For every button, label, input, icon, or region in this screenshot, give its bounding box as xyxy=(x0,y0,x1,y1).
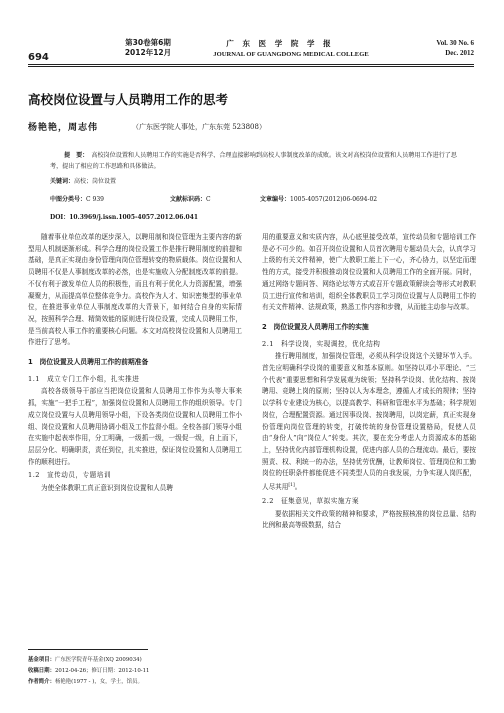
abstract xyxy=(50,150,460,172)
doc-code-label: 文献标识码： xyxy=(170,196,207,203)
doi-label: DOI： xyxy=(50,214,70,221)
article-no: 1005-4057(2012)06-0694-02 xyxy=(290,196,378,203)
header-rule xyxy=(28,64,474,65)
issue-info-cn xyxy=(104,38,192,58)
clc-label: 中图分类号： xyxy=(50,196,87,203)
received-label: 收稿日期： xyxy=(28,668,55,674)
volume-cn: 第30卷第6期 xyxy=(125,38,171,47)
fund-line xyxy=(28,655,242,666)
subsection-2-2-text: 要依据相关文件政策的精神和要求，严格按照核准的岗位总量、结构比例和最高等级数据，结合 xyxy=(262,509,476,530)
journal-name-cn: 广 东 医 学 院 学 报 xyxy=(226,39,334,48)
fund-value: 广东医学院青年基金(XQ 2009034) xyxy=(54,657,142,663)
author-bio-line xyxy=(28,677,242,688)
date-en: Dec. 2012 xyxy=(445,49,474,57)
article-authors: 杨艳艳，周志伟 xyxy=(28,123,99,133)
author-affiliation: （广东医学院人事处，广东东莞 523808） xyxy=(132,123,266,131)
abstract-label: 提 要： xyxy=(64,152,89,159)
keywords: 高校；岗位设置 xyxy=(74,178,117,185)
sentence-end: 。 xyxy=(294,483,302,492)
classification-line xyxy=(50,194,470,203)
received-value: 2012-04-26；修订日期：2012-10-11 xyxy=(54,668,150,674)
volume-en: Vol. 30 No. 6 xyxy=(436,39,474,47)
footnote-rule xyxy=(28,649,148,650)
doi-value: 10.3969/j.issn.1005-4057.2012.06.041 xyxy=(69,214,199,221)
date-cn: 2012年12月 xyxy=(124,48,172,57)
citation-ref: [1] xyxy=(288,483,295,489)
issue-info-en xyxy=(436,38,474,58)
fund-label: 基金项目： xyxy=(28,657,55,663)
keywords-line xyxy=(50,176,470,185)
article-no-label: 文章编号： xyxy=(260,196,291,203)
header-rule-thin xyxy=(28,66,474,67)
subsection-1-1-text: 高校各级领导干部应当把岗位设置和人员聘用工作作为头等大事来抓，实施“一把手工程”，加强岗位设置和人员聘用工作的组织领导。专门成立岗位设置与人员聘用领导小组，下设各类岗位设置和人员聘用工作小组、岗位设置和人员聘用协调小组及工作监督小组。全校各部门领导小组在实施中起表率作用，分工明确，一级抓一级，一级促一级，自上而下，层层分化、明确职责，责任到位，扎实推进，保证岗位设置和人员聘用工作的顺利进行。 xyxy=(28,387,242,466)
author-bio: 杨艳艳(1977 - )，女，学士，馆员。 xyxy=(54,679,143,685)
section-1-heading: 1 岗位设置及人员聘用工作的前期准备 xyxy=(28,358,149,367)
journal-header xyxy=(0,0,504,68)
author-bio-label: 作者简介： xyxy=(28,679,55,685)
subsection-2-1-text: 推行聘用制度，加强岗位管理，必须从科学设岗这个关键环节入手。首先应明确科学设岗的重要意义和基本原则。如坚持以邓小平理论、“三个代表”重要思想和科学发展观为统领；坚持科学设岗、优化结构、按岗聘用、竞聘上岗的原则；坚持以人为本理念，遵循人才成长的规律；坚持以学科专业建设为核心，以提高教学、科研和管理水平为基础；科学规划岗位，合理配置资源。通过因事设岗、按岗聘用，以岗定薪，真正实现身份管理向岗位管理的转变，打破传统的身份管理设置格局，促使人员由“身份人”向“岗位人”转变。其次，要在充分考虑人力资源成本的基础上，坚持优化内部管理机构设置，促进内部人员的合理流动。最后，要按照责、权、利统一的办法，坚持优劳优酬，让教师岗位、管理岗位和工勤岗位的任职条件都能促进不同类型人员的自我发展，力争实现人岗匹配，人尽其用 xyxy=(262,352,476,492)
article-title: 高校岗位设置与人员聘用工作的思考 xyxy=(28,92,229,107)
subsection-2-1-paragraph xyxy=(262,351,476,494)
left-column xyxy=(28,232,242,495)
keywords-label: 关键词： xyxy=(50,178,75,185)
footnote xyxy=(28,655,242,688)
section-2-heading: 2 岗位设置及人员聘用工作的实施 xyxy=(262,322,369,331)
clc-code: C 939 xyxy=(86,196,104,203)
page-number: 694 xyxy=(28,52,49,63)
subsection-1-2-text: 为使全体教职工真正意识到岗位设置和人员聘 xyxy=(41,484,173,493)
subsection-1-2-heading: 1.2 宣传动员，专题培训 xyxy=(28,471,111,480)
received-line xyxy=(28,666,242,677)
subsection-2-1-heading: 2.1 科学设岗，实现调控，优化结构 xyxy=(262,339,381,348)
continued-paragraph: 用的重要意义和实质内容，从心底里接受改革，宣传动员和专题培训工作是必不可少的。如召开岗位设置和人员首次聘用专题动员大会，认真学习上级的有关文件精神，使广大教职工能上下一心，齐心协力，以坚定而理性的方式，接受并积极推动岗位设置和人员聘用工作的全面开展。同时，通过网络专题问答、网络论坛等方式或召开专题政策解读会等形式对教职员工进行宣传和培训，组织全体教职员工学习岗位设置与人员聘用工作的有关文件精神、法规政策，熟悉工作内容和步骤，从而能主动参与改革。 xyxy=(262,233,476,312)
intro-paragraph: 随着事业单位改革的逐步深入，以聘用制和岗位管理为主要内容的新型用人机制逐渐形成。科学合理的岗位设置工作是推行聘用制度的前提和基础，是真正实现由身份管理向岗位管理转变的物质载体。岗位设置和人员聘用不仅是人事制度改革的必然，也是实施收入分配制度改革的前提。不仅有利于激发单位人员的积极性，而且有利于优化人力资源配置，增强凝聚力，从而提高单位整体竞争力。高校作为人才、知识密集型的事业单位，在推进事业单位人事制度改革的大背景下，如何结合自身的实际情况，按照科学合理、精简效能的原则进行岗位设置，完成人员聘用工作，是当前高校人事工作的重要核心问题。本文对高校岗位设置和人员聘用工作进行了思考。 xyxy=(28,233,242,347)
subsection-2-2-heading: 2.2 征集意见，草拟实施方案 xyxy=(262,496,360,505)
journal-name-en: JOURNAL OF GUANGDONG MEDICAL COLLEGE xyxy=(213,51,369,58)
doi-line xyxy=(50,212,198,221)
subsection-1-1-heading: 1.1 成立专门工作小组，扎实推进 xyxy=(28,374,140,383)
doc-code: C xyxy=(206,196,211,203)
abstract-text: 高校岗位设置和人员聘用工作的实施是否科学、合理直接影响到高校人事制度改革的成败。该文对高校岗位设置和人员聘用工作进行了思考，提出了相应的工作思路和具体做法。 xyxy=(50,152,457,170)
right-column xyxy=(262,232,476,532)
